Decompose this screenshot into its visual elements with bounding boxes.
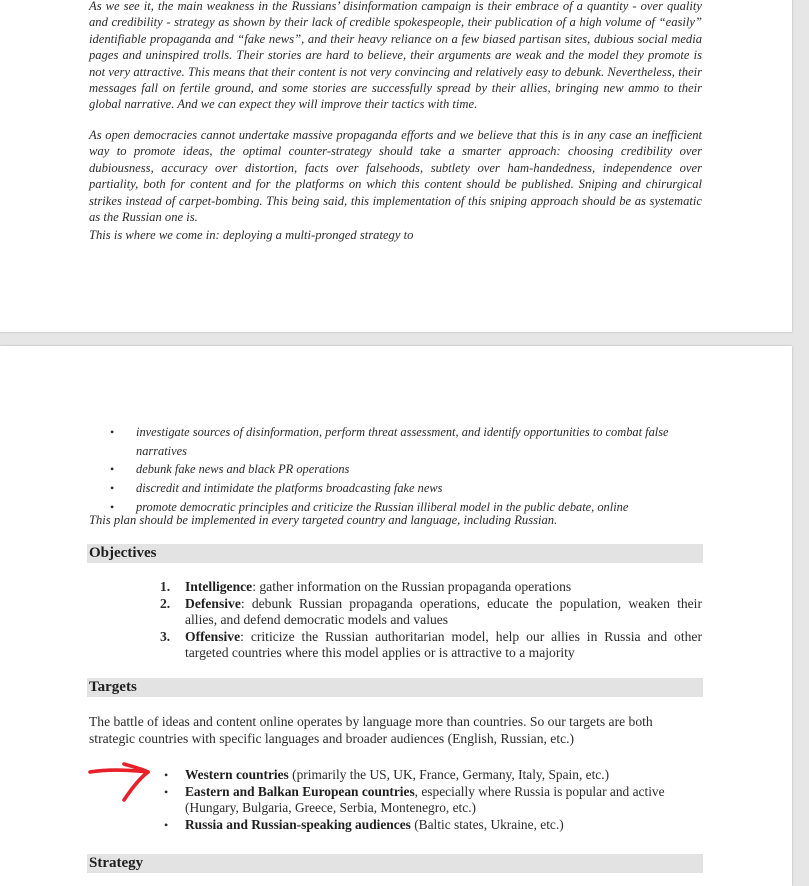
counter-strategy-paragraph: As open democracies cannot undertake massive propaganda efforts and we believe that this is in any case an inefficient way to promote ideas, the optimal counter-strategy should take a smarter approach: choosing credibility over dubiousness, accuracy over distortion, facts over falsehoods, subtlety over ham-handedness, independence over partiality, both for content and for the platforms on which this content should be published. Sniping and chirurgical strikes instead of carpet-bombing. This being said, this implementation of this sniping approach should be as systematic as the Russian one is. (89, 128, 702, 225)
strategy-heading (87, 854, 703, 873)
list-item: • debunk fake news and black PR operations (110, 460, 710, 479)
document-page-1 (0, 0, 792, 332)
disinformation-weakness-paragraph: As we see it, the main weakness in the Russians’ disinformation campaign is their embrace of a quantity - over quality and credibility - strategy as shown by their lack of credible spokespeople, their publication of a high volume of “easily” identifiable propaganda and “fake news”, and their heavy reliance on a few biased partisan sites, dubious social media pages and uninspired trolls. Their stories are hard to believe, their arguments are weak and the model they promote is not very attractive. This means that their content is not very convincing and relatively easy to debunk. Nevertheless, their messages fall on fertile ground, and some stories are successfully spread by their allies, bringing new ammo to their global narrative. And we can expect they will improve their tactics with time. (89, 0, 702, 112)
targets-list (163, 767, 703, 833)
targets-intro-paragraph: The battle of ideas and content online operates by language more than countries. So our targets are both strategic countries with specific languages and broader audiences (English, Russian, etc.) (89, 714, 653, 746)
list-item: 3. Offensive: criticize the Russian authoritarian model, help our allies in Russia and other targeted countries where this model applies or is attractive to a majority (160, 628, 702, 660)
bullet-icon: • (110, 481, 115, 496)
document-page-2 (0, 346, 792, 886)
list-item: • investigate sources of disinformation, perform threat assessment, and identify opportunities to combat false narratives (110, 425, 669, 458)
bullet-icon: • (110, 499, 115, 514)
list-item: • Eastern and Balkan European countries, especially where Russia is popular and active (Hungary, Bulgaria, Greece, Serbia, Montenegro, etc.) (164, 783, 665, 815)
targets-heading-text: Targets (89, 679, 137, 695)
list-item: 1. Intelligence: gather information on the Russian propaganda operations (160, 579, 572, 594)
plan-paragraph: This plan should be implemented in every targeted country and language, including Russian. (89, 513, 558, 527)
list-item: • Western countries (primarily the US, UK, France, Germany, Italy, Spain, etc.) (164, 767, 610, 782)
list-item: 2. Defensive: debunk Russian propaganda operations, educate the population, weaken their allies, and defend democratic models and values (160, 595, 702, 627)
list-item: • Russia and Russian-speaking audiences (Baltic states, Ukraine, etc.) (164, 816, 564, 832)
strategy-bullet-list (110, 423, 710, 517)
multi-pronged-intro-paragraph: This is where we come in: deploying a multi-pronged strategy to (89, 228, 414, 242)
objectives-heading (87, 544, 703, 563)
targets-heading (87, 678, 703, 697)
list-item: • promote democratic principles and criticize the Russian illiberal model in the public debate, online (110, 498, 710, 517)
bullet-icon: • (164, 768, 169, 782)
annotation-arrow-icon (86, 760, 156, 804)
strategy-heading-text: Strategy (89, 855, 144, 871)
bullet-icon: • (110, 425, 115, 439)
objectives-heading-text: Objectives (89, 545, 157, 561)
bullet-icon: • (164, 817, 169, 832)
list-item: • discredit and intimidate the platforms broadcasting fake news (110, 479, 710, 498)
bullet-icon: • (110, 462, 115, 477)
objectives-list (160, 579, 702, 662)
bullet-icon: • (164, 784, 169, 799)
